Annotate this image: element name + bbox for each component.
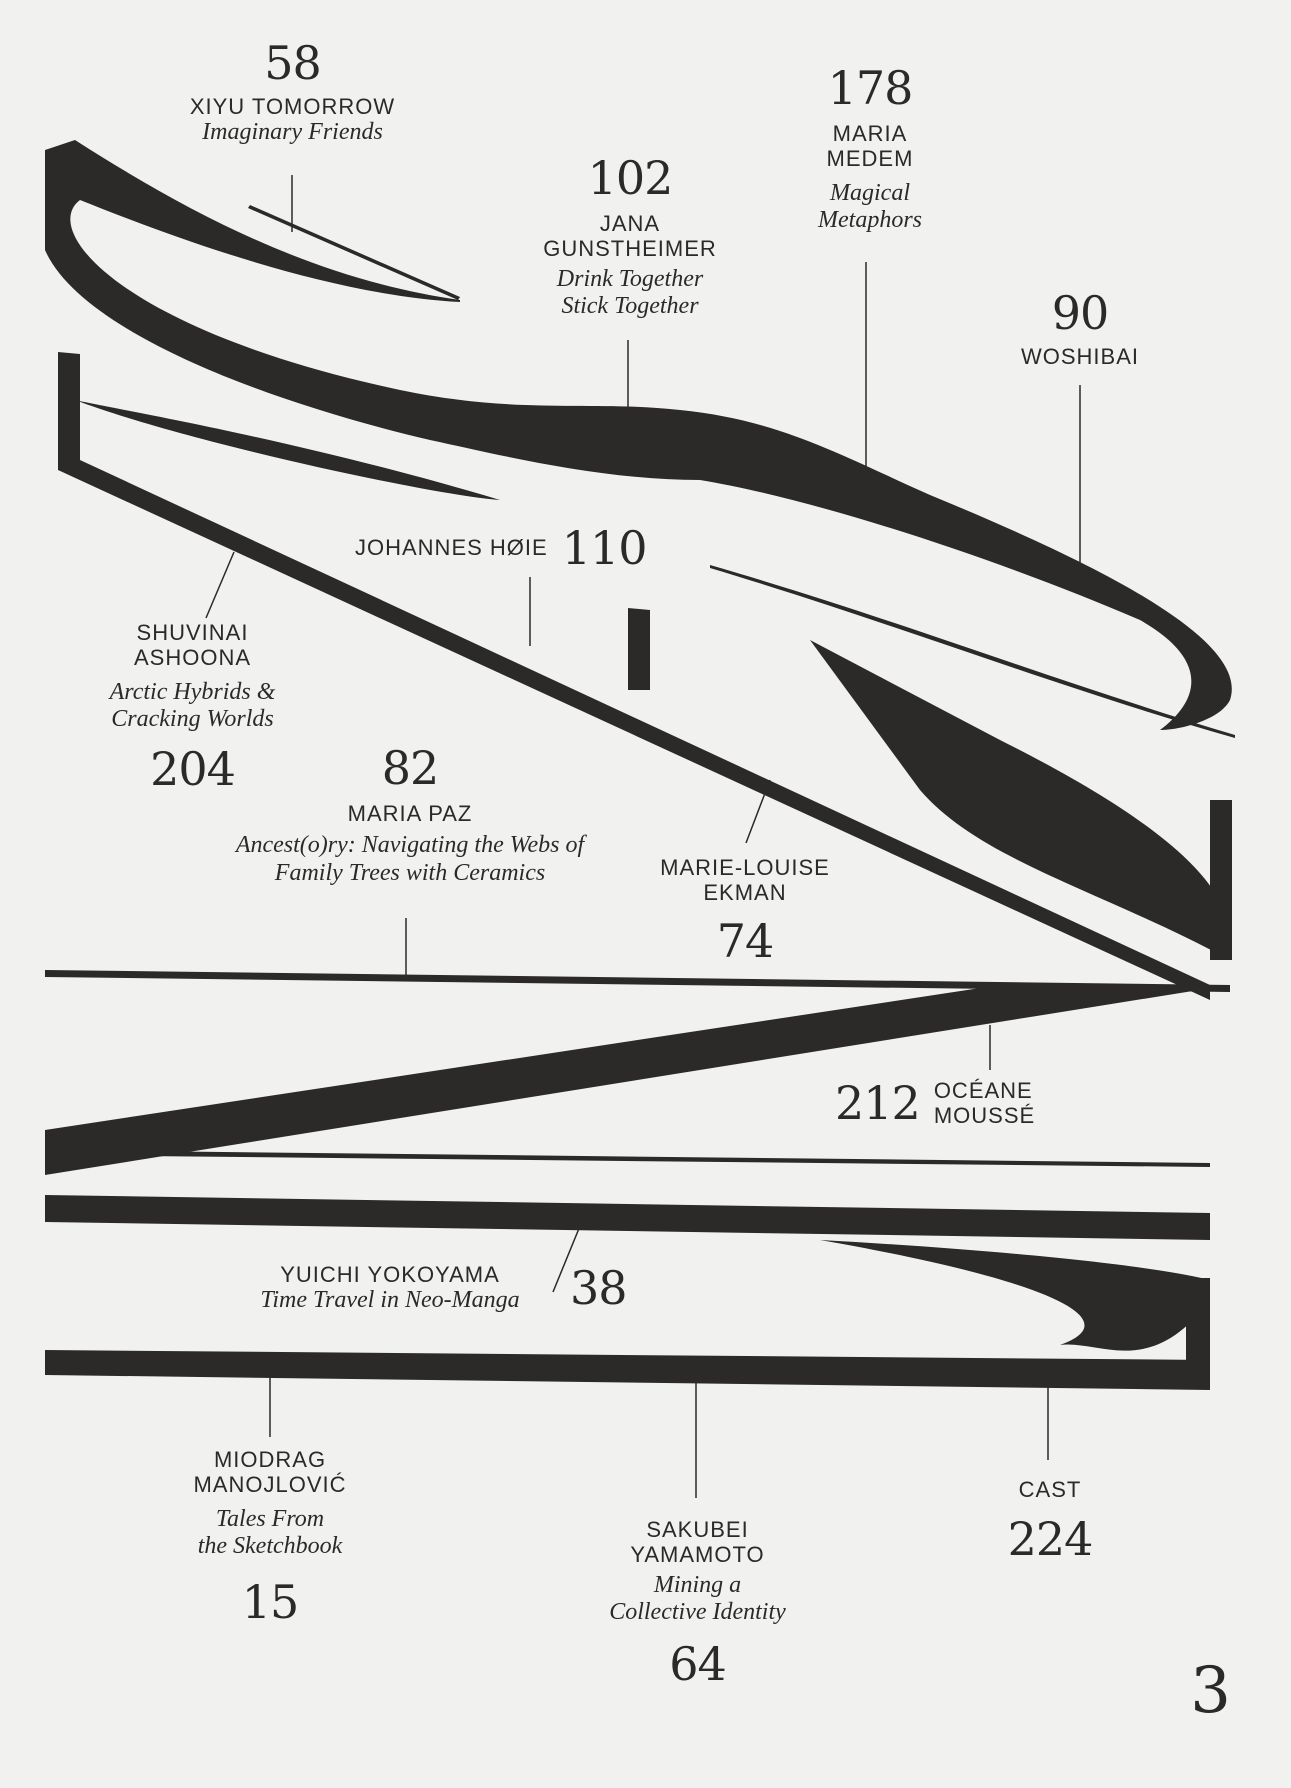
story-title: Drink Together — [556, 265, 704, 292]
page-ref: 64 — [669, 1636, 726, 1691]
page-number: 3 — [1190, 1654, 1231, 1728]
band-bottom — [45, 1350, 1210, 1390]
artist-name: EKMAN — [703, 880, 787, 906]
band-thick — [45, 1195, 1210, 1240]
page-ref: 58 — [264, 36, 321, 90]
artist-name: SHUVINAI — [136, 620, 249, 645]
artist-name: WOSHIBAI — [1020, 344, 1139, 369]
lower-right-vertical — [1186, 1278, 1210, 1360]
small-vertical — [628, 608, 650, 690]
entry-maria-paz — [220, 741, 600, 887]
story-title: Mining a — [653, 1571, 742, 1598]
thin-line-1 — [710, 565, 1235, 738]
story-title: Metaphors — [818, 207, 922, 234]
entry-cast — [975, 1477, 1125, 1567]
entry-woshibai — [990, 286, 1170, 369]
story-title: Magical — [830, 179, 910, 206]
artist-name: MARIA PAZ — [347, 801, 473, 826]
page-ref: 102 — [587, 151, 673, 205]
story-title: Ancest(o)ry: Navigating the Webs of — [235, 832, 585, 859]
artist-name: MOUSSÉ — [933, 1103, 1036, 1129]
page-ref: 224 — [1007, 1512, 1093, 1567]
artist-name: MEDEM — [826, 146, 914, 172]
entry-oceane-mousse — [835, 1078, 1035, 1129]
artist-name: MANOJLOVIĆ — [193, 1472, 347, 1498]
page-ref: 74 — [716, 913, 774, 968]
entry-yuichi-yokoyama — [240, 1262, 540, 1315]
section-name: CAST — [1018, 1477, 1082, 1502]
artist-name: GUNSTHEIMER — [543, 236, 717, 262]
artist-name: ASHOONA — [133, 645, 252, 671]
story-title: Time Travel in Neo-Manga — [260, 1287, 520, 1314]
story-title: Collective Identity — [609, 1599, 786, 1626]
band-mid — [45, 1150, 1210, 1167]
page-ref: 110 — [561, 521, 647, 575]
artist-name: JOHANNES HØIE — [355, 535, 548, 561]
page-ref: 212 — [835, 1076, 920, 1131]
artist-name: OCÉANE — [933, 1078, 1033, 1103]
page-ref: 15 — [241, 1574, 299, 1629]
artist-name: MARIE-LOUISE — [660, 855, 830, 880]
artist-name: YUICHI YOKOYAMA — [280, 1262, 500, 1287]
entry-jana-gunstheimer — [510, 151, 750, 321]
n-diagonal — [45, 985, 1230, 1175]
story-title: Imaginary Friends — [202, 119, 383, 146]
story-title: Stick Together — [561, 293, 699, 320]
entry-maria-medem — [775, 61, 965, 235]
entry-johannes-hoie — [355, 521, 647, 575]
story-title: Family Trees with Ceramics — [274, 859, 546, 886]
story-title: Cracking Worlds — [111, 706, 274, 733]
page-ref: 82 — [381, 741, 439, 795]
story-title: Arctic Hybrids & — [109, 678, 276, 705]
artist-name: XIYU TOMORROW — [189, 94, 396, 119]
entry-sakubei-yamamoto — [580, 1517, 815, 1691]
page-ref: 204 — [150, 741, 235, 796]
lower-swash — [820, 1240, 1210, 1351]
entry-miodrag-manojlovic — [150, 1447, 390, 1629]
artist-name: MARIA — [832, 121, 908, 146]
artist-name: MIODRAG — [213, 1447, 327, 1472]
right-vertical — [1210, 800, 1232, 960]
entry-xiyu-tomorrow — [160, 36, 425, 147]
story-title: the Sketchbook — [197, 1533, 343, 1560]
artist-name: YAMAMOTO — [630, 1542, 765, 1568]
entry-marie-louise-ekman — [630, 855, 860, 968]
artist-name: SAKUBEI — [646, 1517, 749, 1542]
story-title: Tales From — [215, 1505, 325, 1532]
page-ref: 38 — [570, 1261, 627, 1315]
page-ref: 90 — [1051, 286, 1109, 340]
page-ref: 178 — [827, 61, 913, 115]
artist-name: JANA — [599, 211, 661, 236]
entry-yuichi-page — [570, 1261, 627, 1315]
